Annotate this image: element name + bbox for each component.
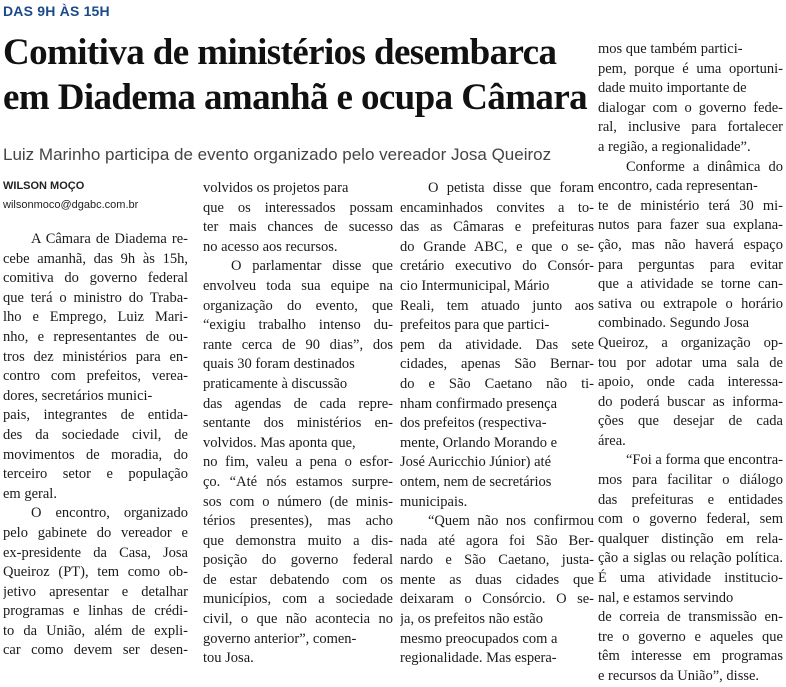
article-text-line: municipais. bbox=[400, 493, 468, 510]
article-text-line: movimentos de moradia, do bbox=[3, 446, 188, 463]
article-text-line: dores, secretários munici- bbox=[3, 387, 153, 404]
article-text-line: contro com prefeitos, verea- bbox=[3, 368, 188, 385]
article-text-line: pelo gabinete do vereador e bbox=[3, 524, 188, 541]
article-text-line: volvidos os projetos para bbox=[203, 180, 349, 196]
article-text-line: volvidos. Mas aponta que, bbox=[203, 434, 356, 451]
article-text-line: mente, Orlando Morando e bbox=[400, 434, 558, 451]
article-text-line: sativa ou extrapole o horário bbox=[598, 295, 783, 312]
article-text-line: ex-presidente da Casa, Josa bbox=[3, 544, 188, 561]
article-text-line: nham confirmado presença bbox=[400, 395, 558, 412]
article-text-line: que demonstra muito a dis- bbox=[203, 532, 393, 549]
article-text-line: pem da atividade. Das sete bbox=[400, 336, 594, 353]
article-text-line: organização do evento, que bbox=[203, 297, 393, 314]
article-text-line: no acesso aos recursos. bbox=[203, 238, 338, 255]
article-text-line: cio Intermunicipal, Mário bbox=[400, 277, 550, 294]
article-text-line: envolveu toda sua equipe na bbox=[203, 277, 393, 294]
article-text-line: sos com o número (de minis- bbox=[203, 493, 393, 510]
article-text-line: programas e linhas de crédi- bbox=[3, 603, 188, 620]
article-column-1 bbox=[3, 230, 188, 661]
article-text-line: municípios, com a sociedade bbox=[203, 591, 393, 608]
article-text-line: nada até agora foi São Ber- bbox=[400, 532, 594, 549]
article-text-line: deixaram o Consórcio. O se- bbox=[400, 591, 594, 608]
article-text-line: O encontro, organizado bbox=[31, 505, 188, 522]
article-text-line: das prefeituras e entidades bbox=[598, 491, 783, 508]
article-text-line: combinado. Segundo Josa bbox=[598, 315, 750, 332]
article-text-line: dade muito importante de bbox=[598, 80, 747, 97]
article-text-line: dialogar com o governo fede- bbox=[598, 99, 783, 116]
article-text-line: para perguntas para evitar bbox=[598, 256, 783, 273]
article-text-line: te de ministério terá 30 mi- bbox=[598, 197, 783, 214]
article-subtitle: Luiz Marinho participa de evento organizado pelo vereador Josa Queiroz bbox=[3, 145, 552, 164]
article-text-line: tre o governo e aqueles que bbox=[598, 628, 783, 645]
section-kicker: DAS 9H ÀS 15H bbox=[3, 3, 110, 19]
article-text-line: em geral. bbox=[3, 485, 57, 502]
article-text-line: ral, inclusive para fortalecer bbox=[598, 119, 783, 136]
article-column-4 bbox=[598, 40, 783, 687]
article-text-line: do poderá buscar as informa- bbox=[598, 393, 783, 410]
article-text-line: das as Câmaras e prefeituras bbox=[400, 219, 594, 236]
article-text-line: regionalidade. Mas espera- bbox=[400, 650, 557, 667]
article-text-line: ontem, nem de secretários bbox=[400, 473, 552, 490]
article-text-line: com o governo federal, sem bbox=[598, 511, 783, 528]
article-text-line: É uma atividade institucio- bbox=[598, 570, 783, 587]
article-text-line: “Quem não nos confirmou bbox=[428, 513, 594, 530]
article-text-line: do Grande ABC, e que o se- bbox=[400, 238, 594, 255]
article-text-line: tou Josa. bbox=[203, 650, 254, 667]
article-text-line: A Câmara de Diadema re- bbox=[31, 231, 188, 247]
article-text-line: Queiroz, a organização op- bbox=[598, 334, 783, 351]
article-text-line: praticamente à discussão bbox=[203, 375, 348, 392]
article-text-line: to da União, além de expli- bbox=[3, 622, 188, 639]
article-headline bbox=[3, 30, 603, 120]
article-text-line: governo anterior”, comen- bbox=[203, 630, 357, 647]
article-text-line: do e São Caetano não ti- bbox=[400, 375, 594, 392]
article-text-line: cebe amanhã, das 9h às 15h, bbox=[3, 250, 188, 267]
article-text-line: que terá o ministro do Traba- bbox=[3, 289, 188, 306]
article-text-line: José Auricchio Júnior) até bbox=[400, 454, 552, 471]
article-text-line: encontro, cada representan- bbox=[598, 178, 758, 195]
article-text-line: ção a siglas ou relação política. bbox=[598, 550, 783, 567]
article-text-line: nho, e representantes de ou- bbox=[3, 328, 188, 345]
article-text-line: ço. “Até nós estamos surpre- bbox=[203, 473, 393, 490]
article-text-line: cretário executivo do Consór- bbox=[400, 258, 594, 275]
article-text-line: posição do governo federal bbox=[203, 552, 393, 569]
article-text-line: lho e Emprego, Luiz Mari- bbox=[3, 309, 188, 326]
article-text-line: pais, integrantes de entida- bbox=[3, 407, 188, 424]
article-text-line: civil, o que não acontecia no bbox=[203, 611, 393, 628]
article-text-line: cidades, apenas São Bernar- bbox=[400, 356, 594, 373]
article-text-line: quais 30 foram destinados bbox=[203, 356, 355, 373]
article-text-line: jetivo apresentar e detalhar bbox=[3, 583, 188, 600]
article-text-line: terceiro setor e população bbox=[3, 466, 188, 483]
article-text-line: Queiroz (PT), tem como ob- bbox=[3, 564, 188, 581]
author-byline: WILSON MOÇO bbox=[3, 180, 85, 192]
article-text-line: tou por adotar uma sala de bbox=[598, 354, 783, 371]
article-text-line: e recursos da União”, disse. bbox=[598, 668, 760, 684]
article-text-line: rante cerca de 90 dias”, dos bbox=[203, 336, 393, 353]
article-text-line: nardo e São Caetano, justa- bbox=[400, 552, 594, 569]
article-text-line: sentante dos ministérios en- bbox=[203, 415, 393, 432]
article-text-line: nal, e estamos servindo bbox=[598, 589, 734, 606]
article-text-line: área. bbox=[598, 432, 626, 449]
article-text-line: tros dez ministérios para en- bbox=[3, 348, 188, 365]
article-text-line: dos prefeitos (respectiva- bbox=[400, 415, 547, 432]
article-text-line: ções que desejar de cada bbox=[598, 413, 783, 430]
headline-line: em Diadema amanhã e ocupa Câmara bbox=[3, 77, 588, 118]
article-text-line: qualquer distinção em rela- bbox=[598, 530, 783, 547]
article-text-line: O parlamentar disse que bbox=[231, 258, 393, 275]
article-text-line: das agendas de cada repre- bbox=[203, 395, 393, 412]
article-text-line: nutos para fazer sua explana- bbox=[598, 217, 783, 234]
author-email: wilsonmoco@dgabc.com.br bbox=[3, 199, 139, 211]
article-text-line: O petista disse que foram bbox=[428, 180, 594, 196]
article-text-line: que a atividade se torne can- bbox=[598, 276, 783, 293]
article-text-line: des da sociedade civil, de bbox=[3, 426, 188, 443]
article-text-line: de correia de transmissão en- bbox=[598, 609, 783, 626]
article-text-line: a região, a regionalidade”. bbox=[598, 138, 751, 155]
article-text-line: Reali, tem atuado junto aos bbox=[400, 297, 594, 314]
article-text-line: térios presentes), mas acho bbox=[203, 513, 393, 530]
article-text-line: têm interesse em programas bbox=[598, 648, 783, 665]
article-text-line: comitiva do governo federal bbox=[3, 270, 188, 287]
article-text-line: “Foi a forma que encontra- bbox=[625, 452, 783, 469]
article-column-2 bbox=[203, 179, 393, 669]
article-text-line: ção, mas não haverá espaço bbox=[598, 236, 783, 253]
article-column-3 bbox=[400, 179, 594, 669]
article-text-line: pem, porque é uma oportuni- bbox=[598, 60, 783, 77]
article-text-line: mos para facilitar o diálogo bbox=[598, 472, 783, 489]
article-text-line: que os interessados possam bbox=[203, 199, 393, 216]
article-text-line: encaminhados convites a to- bbox=[400, 199, 594, 216]
article-text-line: mesmo preocupados com a bbox=[400, 630, 558, 647]
article-text-line: “exigiu trabalho intenso du- bbox=[203, 317, 393, 334]
article-text-line: ter mais chances de sucesso bbox=[203, 219, 393, 236]
article-text-line: de estar debatendo com os bbox=[203, 571, 393, 588]
article-text-line: apoio, onde cada interessa- bbox=[598, 374, 783, 391]
article-text-line: prefeitos para que partici- bbox=[400, 317, 550, 334]
article-text-line: car como devem ser desen- bbox=[3, 642, 188, 659]
article-text-line: Conforme a dinâmica do bbox=[626, 158, 783, 175]
article-text-line: no fim, valeu a pena o esfor- bbox=[203, 454, 393, 471]
article-text-line: mos que também partici- bbox=[598, 41, 743, 57]
article-text-line: mente as duas cidades que bbox=[400, 571, 594, 588]
article-text-line: ja, os prefeitos não estão bbox=[400, 611, 543, 628]
headline-line: Comitiva de ministérios desembarca bbox=[3, 32, 557, 73]
